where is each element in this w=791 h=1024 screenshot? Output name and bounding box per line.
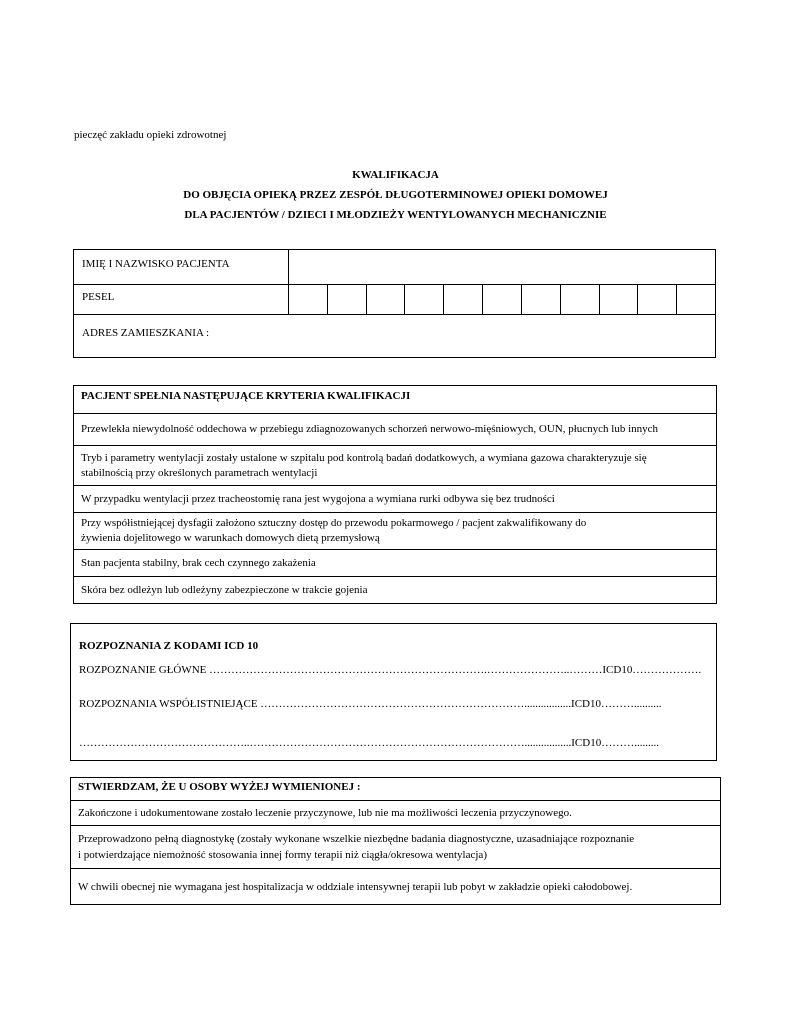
pesel-digit-cell[interactable] xyxy=(599,284,638,314)
statement-item: Zakończone i udokumentowane zostało leczenie przyczynowe, lub nie ma możliwości leczenia przyczynowego. xyxy=(71,800,720,825)
icd-header: ROZPOZNANIA Z KODAMI ICD 10 xyxy=(79,640,259,652)
criteria-item: Przewlekła niewydolność oddechowa w przebiegu zdiagnozowanych schorzeń nerwowo-mięśniowych, OUN, płucnych lub innych xyxy=(74,413,716,445)
pesel-digit-cell[interactable] xyxy=(521,284,560,314)
pesel-digit-cell[interactable] xyxy=(327,284,366,314)
document-subtitle-line-2: DLA PACJENTÓW / DZIECI I MŁODZIEŻY WENTYLOWANYCH MECHANICZNIE xyxy=(184,209,607,221)
document-subtitle-line-1: DO OBJĘCIA OPIEKĄ PRZEZ ZESPÓŁ DŁUGOTERMINOWEJ OPIEKI DOMOWEJ xyxy=(183,189,608,201)
main-diagnosis-line[interactable]: ROZPOZNANIE GŁÓWNE ………………………………………………………………….…………………..………ICD10………………. xyxy=(79,664,702,676)
pesel-digit-cell[interactable] xyxy=(443,284,482,314)
pesel-digit-cell[interactable] xyxy=(404,284,443,314)
coexisting-diagnoses-line[interactable]: ROZPOZNANIA WSPÓŁISTNIEJĄCE ……………………………………………………………….................ICD10……….......... xyxy=(79,698,662,710)
criteria-item: Stan pacjenta stabilny, brak cech czynnego zakażenia xyxy=(74,549,716,576)
criteria-item: Skóra bez odleżyn lub odleżyny zabezpieczone w trakcie gojenia xyxy=(74,576,716,603)
criteria-item: Przy współistniejącej dysfagii założono sztuczny dostęp do przewodu pokarmowego / pacjent zakwalifikowany do żywienia dojelitowego w warunkach domowych dietą przemysłową xyxy=(74,512,716,549)
patient-name-label: IMIĘ I NAZWISKO PACJENTA xyxy=(82,258,230,270)
stamp-label: pieczęć zakładu opieki zdrowotnej xyxy=(74,129,227,141)
statement-item: W chwili obecnej nie wymagana jest hospitalizacja w oddziale intensywnej terapii lub pobyt w zakładzie opieki całodobowej. xyxy=(71,868,720,904)
address-row[interactable] xyxy=(74,314,715,357)
patient-name-field[interactable] xyxy=(289,250,715,284)
pesel-digit-cell[interactable] xyxy=(288,284,327,314)
document-title: KWALIFIKACJA xyxy=(352,169,439,181)
pesel-digit-cells xyxy=(288,284,715,314)
criteria-header: PACJENT SPEŁNIA NASTĘPUJĄCE KRYTERIA KWALIFIKACJI xyxy=(81,390,411,402)
patient-data-table xyxy=(73,249,716,358)
criteria-item: W przypadku wentylacji przez tracheostomię rana jest wygojona a wymiana rurki odbywa się bez trudności xyxy=(74,485,716,512)
criteria-item: Tryb i parametry wentylacji zostały ustalone w szpitalu pod kontrolą badań dodatkowych, a wymiana gazowa charakteryzuje się stabilnością przy określonych parametrach wentylacji xyxy=(74,445,716,485)
additional-diagnosis-line[interactable]: ………………………………………..………………………………………………………………….................ICD10………......... xyxy=(79,737,659,749)
pesel-row xyxy=(74,284,715,315)
pesel-digit-cell[interactable] xyxy=(560,284,599,314)
icd-diagnoses-box xyxy=(70,623,717,761)
criteria-table xyxy=(73,385,717,604)
pesel-digit-cell[interactable] xyxy=(482,284,521,314)
pesel-digit-cell[interactable] xyxy=(366,284,405,314)
patient-name-row xyxy=(74,250,715,285)
pesel-label: PESEL xyxy=(82,291,115,303)
address-label: ADRES ZAMIESZKANIA : xyxy=(82,327,210,339)
statement-table xyxy=(70,777,721,905)
pesel-digit-cell[interactable] xyxy=(676,284,715,314)
statement-header: STWIERDZAM, ŻE U OSOBY WYŻEJ WYMIENIONEJ : xyxy=(78,781,361,793)
statement-item: Przeprowadzono pełną diagnostykę (zostały wykonane wszelkie niezbędne badania diagnostyczne, uzasadniające rozpoznanie i potwierdzające niemożność stosowania innej formy terapii niż ciągła/okresowa wentylacja) xyxy=(71,825,720,868)
pesel-digit-cell[interactable] xyxy=(637,284,676,314)
